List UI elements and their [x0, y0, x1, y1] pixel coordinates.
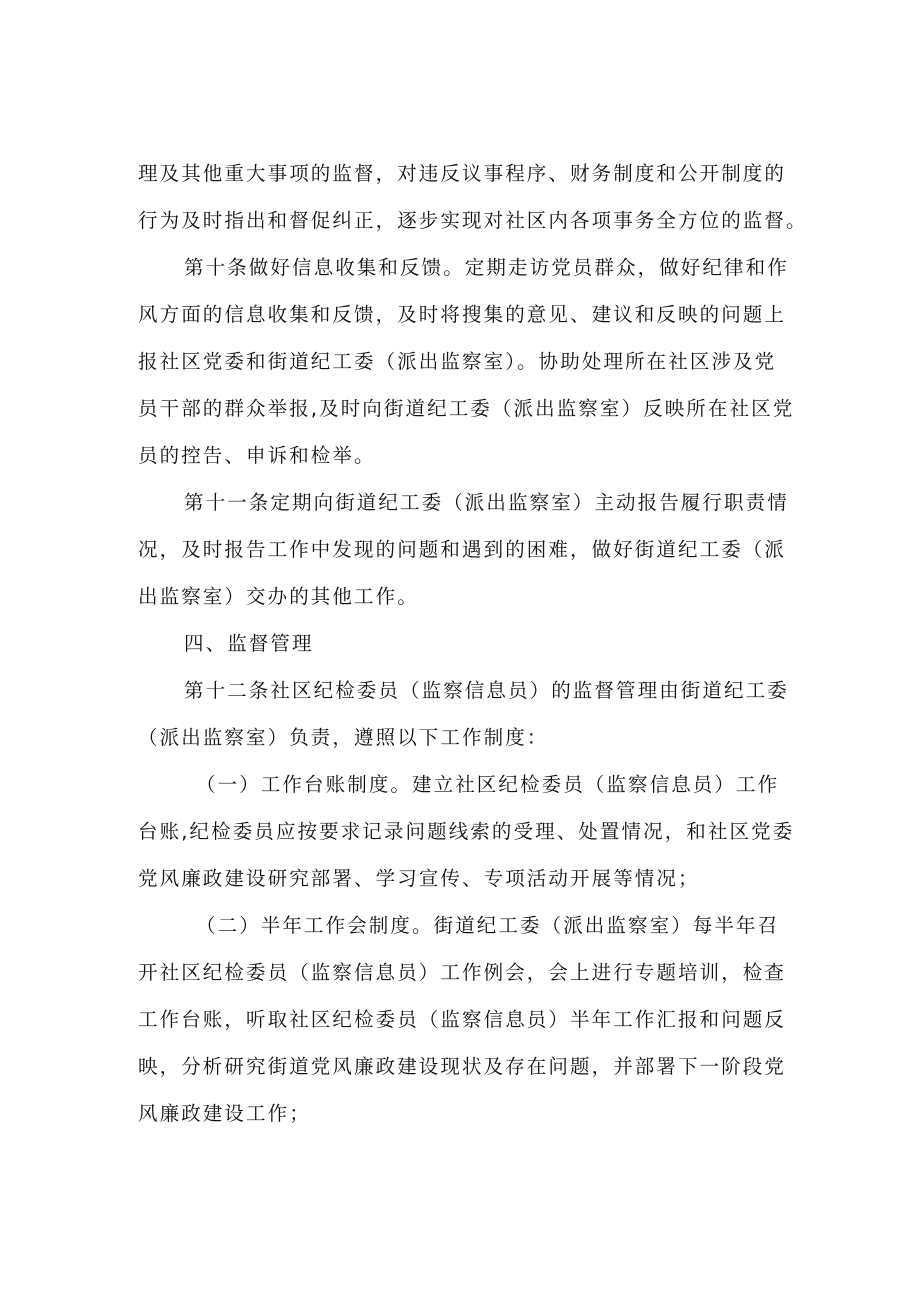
text-line: 第十二条社区纪检委员（监察信息员）的监督管理由街道纪工委: [184, 679, 789, 702]
text-line: （一）工作台账制度。建立社区纪检委员（监察信息员）工作: [196, 773, 780, 796]
text-line: 报社区党委和街道纪工委（派出监察室）。协助处理所在社区涉及党: [138, 350, 777, 373]
text-line: （二）半年工作会制度。街道纪工委（派出监察室）每半年召: [196, 914, 780, 937]
text-line: 党风廉政建设研究部署、学习宣传、专项活动开展等情况；: [138, 867, 700, 890]
text-line: 风方面的信息收集和反馈，及时将搜集的意见、建议和反映的问题上: [138, 303, 787, 326]
text-line: （派出监察室）负责，遵照以下工作制度：: [138, 726, 549, 749]
text-line: 第十条做好信息收集和反馈。定期走访党员群众，做好纪律和作: [184, 256, 789, 279]
text-line: 出监察室）交办的其他工作。: [138, 585, 419, 608]
text-line: 第十一条定期向街道纪工委（派出监察室）主动报告履行职责情: [184, 491, 789, 514]
text-line: 行为及时指出和督促纠正，逐步实现对社区内各项事务全方位的监督。: [138, 209, 808, 232]
text-line: 况，及时报告工作中发现的问题和遇到的困难，做好街道纪工委（派: [138, 538, 787, 561]
text-line: 员的控告、申诉和检举。: [138, 444, 376, 467]
text-line: 工作台账，听取社区纪检委员（监察信息员）半年工作汇报和问题反: [138, 1008, 787, 1031]
section-heading: 四、监督管理: [184, 632, 314, 655]
text-line: 台账,纪检委员应按要求记录问题线索的受理、处置情况，和社区党委: [138, 820, 795, 843]
text-line: 员干部的群众举报,及时向街道纪工委（派出监察室）反映所在社区党: [138, 397, 795, 420]
text-line: 理及其他重大事项的监督，对违反议事程序、财务制度和公开制度的: [138, 162, 787, 185]
text-line: 映，分析研究街道党风廉政建设现状及存在问题，并部署下一阶段党: [138, 1055, 787, 1078]
text-line: 开社区纪检委员（监察信息员）工作例会，会上进行专题培训，检查: [138, 961, 787, 984]
document-body: [138, 150, 808, 1137]
text-line: 风廉政建设工作；: [138, 1102, 311, 1125]
